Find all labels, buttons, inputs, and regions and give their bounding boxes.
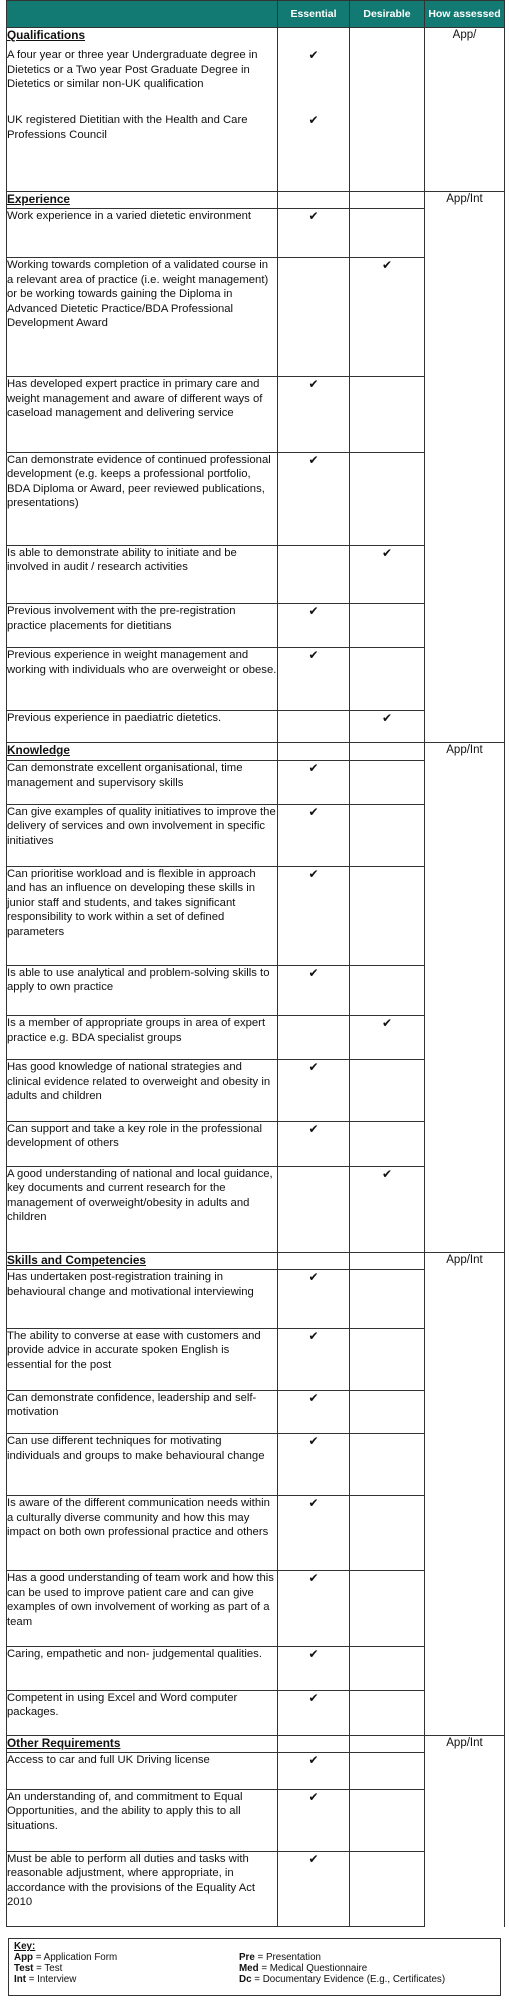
desirable-cell xyxy=(350,1270,425,1329)
desirable-cell xyxy=(350,648,425,711)
table-header-row xyxy=(7,1,505,28)
criterion-text: Has undertaken post-registration training in behavioural change and motivational interviewing xyxy=(7,1270,278,1329)
empty-cell xyxy=(350,1252,425,1270)
section-qualifications xyxy=(7,28,505,192)
desirable-cell xyxy=(350,1390,425,1434)
key-item: Dc = Documentary Evidence (E.g., Certificates) xyxy=(239,1974,446,1985)
desirable-cell xyxy=(350,1789,425,1851)
essential-tick-icon: ✔ xyxy=(278,113,350,191)
section-title: Other Requirements xyxy=(7,1735,278,1753)
key-item: Test = Test xyxy=(14,1963,63,1974)
criterion-text: Has good knowledge of national strategies and clinical evidence related to overweight and obesity in adults and children xyxy=(7,1060,278,1122)
desirable-cell xyxy=(350,804,425,866)
desirable-cell xyxy=(350,1690,425,1735)
essential-tick-icon: ✔ xyxy=(278,1851,350,1926)
empty-cell xyxy=(278,192,350,209)
key-item: Med = Medical Questionnaire xyxy=(239,1963,368,1974)
essential-tick-icon: ✔ xyxy=(278,604,350,648)
key-item: Pre = Presentation xyxy=(239,1952,321,1963)
criterion-text: Access to car and full UK Driving license xyxy=(7,1753,278,1790)
how-assessed-header: How assessed xyxy=(425,1,505,28)
essential-tick-icon: ✔ xyxy=(278,1434,350,1496)
key-item: Int = Interview xyxy=(14,1974,77,1985)
essential-tick-icon: ✔ xyxy=(278,1753,350,1790)
how-assessed-cell: App/Int xyxy=(425,1252,505,1735)
desirable-cell xyxy=(350,1060,425,1122)
criterion-text: Working towards completion of a validated course in a relevant area of practice (i.e. weight management) or be working towards gaining the Diploma in Advanced Dietetic Practice/BDA Professional Development Award xyxy=(7,258,278,377)
desirable-cell xyxy=(350,48,425,113)
essential-tick-icon: ✔ xyxy=(278,866,350,965)
criterion-text: Caring, empathetic and non- judgemental qualities. xyxy=(7,1646,278,1690)
empty-cell xyxy=(278,743,350,761)
desirable-cell xyxy=(350,1753,425,1790)
criterion-text: A four year or three year Undergraduate degree in Dietetics or a Two year Post Graduate Degree in Dietetics or similar non-UK qualification xyxy=(7,48,278,113)
essential-tick-icon: ✔ xyxy=(278,1060,350,1122)
essential-tick-icon: ✔ xyxy=(278,48,350,113)
criterion-text: Can demonstrate evidence of continued professional development (e.g. keeps a professional portfolio, BDA Diploma or Award, peer reviewed publications, presentations) xyxy=(7,452,278,545)
criterion-text: Can demonstrate excellent organisational, time management and supervisory skills xyxy=(7,761,278,805)
criterion-text: An understanding of, and commitment to Equal Opportunities, and the ability to apply this to all situations. xyxy=(7,1789,278,1851)
criterion-text: Can give examples of quality initiatives to improve the delivery of services and own involvement in specific initiatives xyxy=(7,804,278,866)
desirable-cell xyxy=(350,113,425,191)
criterion-text: Can use different techniques for motivating individuals and groups to make behavioural change xyxy=(7,1434,278,1496)
criterion-text: Must be able to perform all duties and tasks with reasonable adjustment, where appropriate, in accordance with the provisions of the Equality Act 2010 xyxy=(7,1851,278,1926)
desirable-header: Desirable xyxy=(350,1,425,28)
criterion-text: Has a good understanding of team work and how this can be used to improve patient care and can give examples of own involvement of working as part of a team xyxy=(7,1571,278,1646)
essential-tick-icon: ✔ xyxy=(278,1121,350,1166)
essential-tick-icon: ✔ xyxy=(278,965,350,1015)
essential-tick-icon: ✔ xyxy=(278,761,350,805)
criterion-text: The ability to converse at ease with customers and provide advice in accurate spoken English is essential for the post xyxy=(7,1328,278,1390)
desirable-cell xyxy=(350,1646,425,1690)
section-header-row xyxy=(7,1252,505,1270)
essential-tick-icon: ✔ xyxy=(278,1571,350,1646)
essential-tick-icon: ✔ xyxy=(278,1646,350,1690)
desirable-tick-icon: ✔ xyxy=(350,545,425,604)
desirable-cell xyxy=(350,1434,425,1496)
section-title: Knowledge xyxy=(7,743,278,761)
empty-cell xyxy=(350,28,425,49)
essential-tick-icon: ✔ xyxy=(278,1328,350,1390)
desirable-cell xyxy=(350,1328,425,1390)
section-header-row xyxy=(7,192,505,209)
criterion-text: Is aware of the different communication needs within a culturally diverse community and how this may impact on both own professional practice and others xyxy=(7,1496,278,1571)
criterion-text: Previous involvement with the pre-registration practice placements for dietitians xyxy=(7,604,278,648)
criterion-text: A good understanding of national and local guidance, key documents and current research for the management of overweight/obesity in adults and children xyxy=(7,1166,278,1252)
how-assessed-cell: App/ xyxy=(425,28,505,192)
essential-cell xyxy=(278,1166,350,1252)
section-other-requirements xyxy=(7,1735,505,1926)
empty-cell xyxy=(278,28,350,49)
section-header-row xyxy=(7,28,505,49)
desirable-cell xyxy=(350,377,425,452)
criterion-text: Has developed expert practice in primary care and weight management and aware of different ways of caseload management and delivering service xyxy=(7,377,278,452)
empty-cell xyxy=(278,1735,350,1753)
desirable-cell xyxy=(350,761,425,805)
desirable-cell xyxy=(350,208,425,257)
key-title: Key: xyxy=(14,1941,36,1952)
criterion-text: Can support and take a key role in the professional development of others xyxy=(7,1121,278,1166)
criterion-text: UK registered Dietitian with the Health and Care Professions Council xyxy=(7,113,278,191)
essential-cell xyxy=(278,710,350,742)
essential-header: Essential xyxy=(278,1,350,28)
desirable-cell xyxy=(350,1496,425,1571)
essential-tick-icon: ✔ xyxy=(278,1390,350,1434)
essential-tick-icon: ✔ xyxy=(278,452,350,545)
criterion-text: Competent in using Excel and Word computer packages. xyxy=(7,1690,278,1735)
essential-tick-icon: ✔ xyxy=(278,208,350,257)
desirable-cell xyxy=(350,866,425,965)
key-item: App = Application Form xyxy=(14,1952,118,1963)
section-skills-and-competencies xyxy=(7,1252,505,1735)
person-specification-table xyxy=(6,0,505,1927)
desirable-tick-icon: ✔ xyxy=(350,710,425,742)
essential-tick-icon: ✔ xyxy=(278,1690,350,1735)
desirable-cell xyxy=(350,1121,425,1166)
empty-cell xyxy=(350,1735,425,1753)
essential-tick-icon: ✔ xyxy=(278,1789,350,1851)
essential-cell xyxy=(278,258,350,377)
desirable-tick-icon: ✔ xyxy=(350,1016,425,1060)
criteria-header xyxy=(7,1,278,28)
empty-cell xyxy=(350,743,425,761)
essential-tick-icon: ✔ xyxy=(278,648,350,711)
empty-cell xyxy=(278,1252,350,1270)
criterion-text: Is able to use analytical and problem-solving skills to apply to own practice xyxy=(7,965,278,1015)
essential-tick-icon: ✔ xyxy=(278,377,350,452)
section-experience xyxy=(7,192,505,743)
section-title: Experience xyxy=(7,192,278,209)
essential-cell xyxy=(278,1016,350,1060)
criterion-text: Is able to demonstrate ability to initiate and be involved in audit / research activities xyxy=(7,545,278,604)
criterion-text: Is a member of appropriate groups in area of expert practice e.g. BDA specialist groups xyxy=(7,1016,278,1060)
how-assessed-cell: App/Int xyxy=(425,1735,505,1926)
desirable-cell xyxy=(350,452,425,545)
assessment-key xyxy=(8,1938,501,1996)
desirable-tick-icon: ✔ xyxy=(350,258,425,377)
criterion-text: Previous experience in paediatric dietetics. xyxy=(7,710,278,742)
desirable-cell xyxy=(350,1571,425,1646)
desirable-tick-icon: ✔ xyxy=(350,1166,425,1252)
desirable-cell xyxy=(350,604,425,648)
criterion-text: Previous experience in weight management and working with individuals who are overweight or obese. xyxy=(7,648,278,711)
how-assessed-cell: App/Int xyxy=(425,192,505,743)
criterion-text: Can prioritise workload and is flexible in approach and has an influence on developing these skills in junior staff and students, and takes significant responsibility to work within a set of defined parameters xyxy=(7,866,278,965)
section-header-row xyxy=(7,743,505,761)
essential-cell xyxy=(278,545,350,604)
section-header-row xyxy=(7,1735,505,1753)
section-title: Skills and Competencies xyxy=(7,1252,278,1270)
essential-tick-icon: ✔ xyxy=(278,804,350,866)
section-title: Qualifications xyxy=(7,28,278,49)
essential-tick-icon: ✔ xyxy=(278,1270,350,1329)
criterion-text: Work experience in a varied dietetic environment xyxy=(7,208,278,257)
criterion-text: Can demonstrate confidence, leadership and self-motivation xyxy=(7,1390,278,1434)
desirable-cell xyxy=(350,1851,425,1926)
how-assessed-cell: App/Int xyxy=(425,743,505,1252)
section-knowledge xyxy=(7,743,505,1252)
desirable-cell xyxy=(350,965,425,1015)
empty-cell xyxy=(350,192,425,209)
essential-tick-icon: ✔ xyxy=(278,1496,350,1571)
